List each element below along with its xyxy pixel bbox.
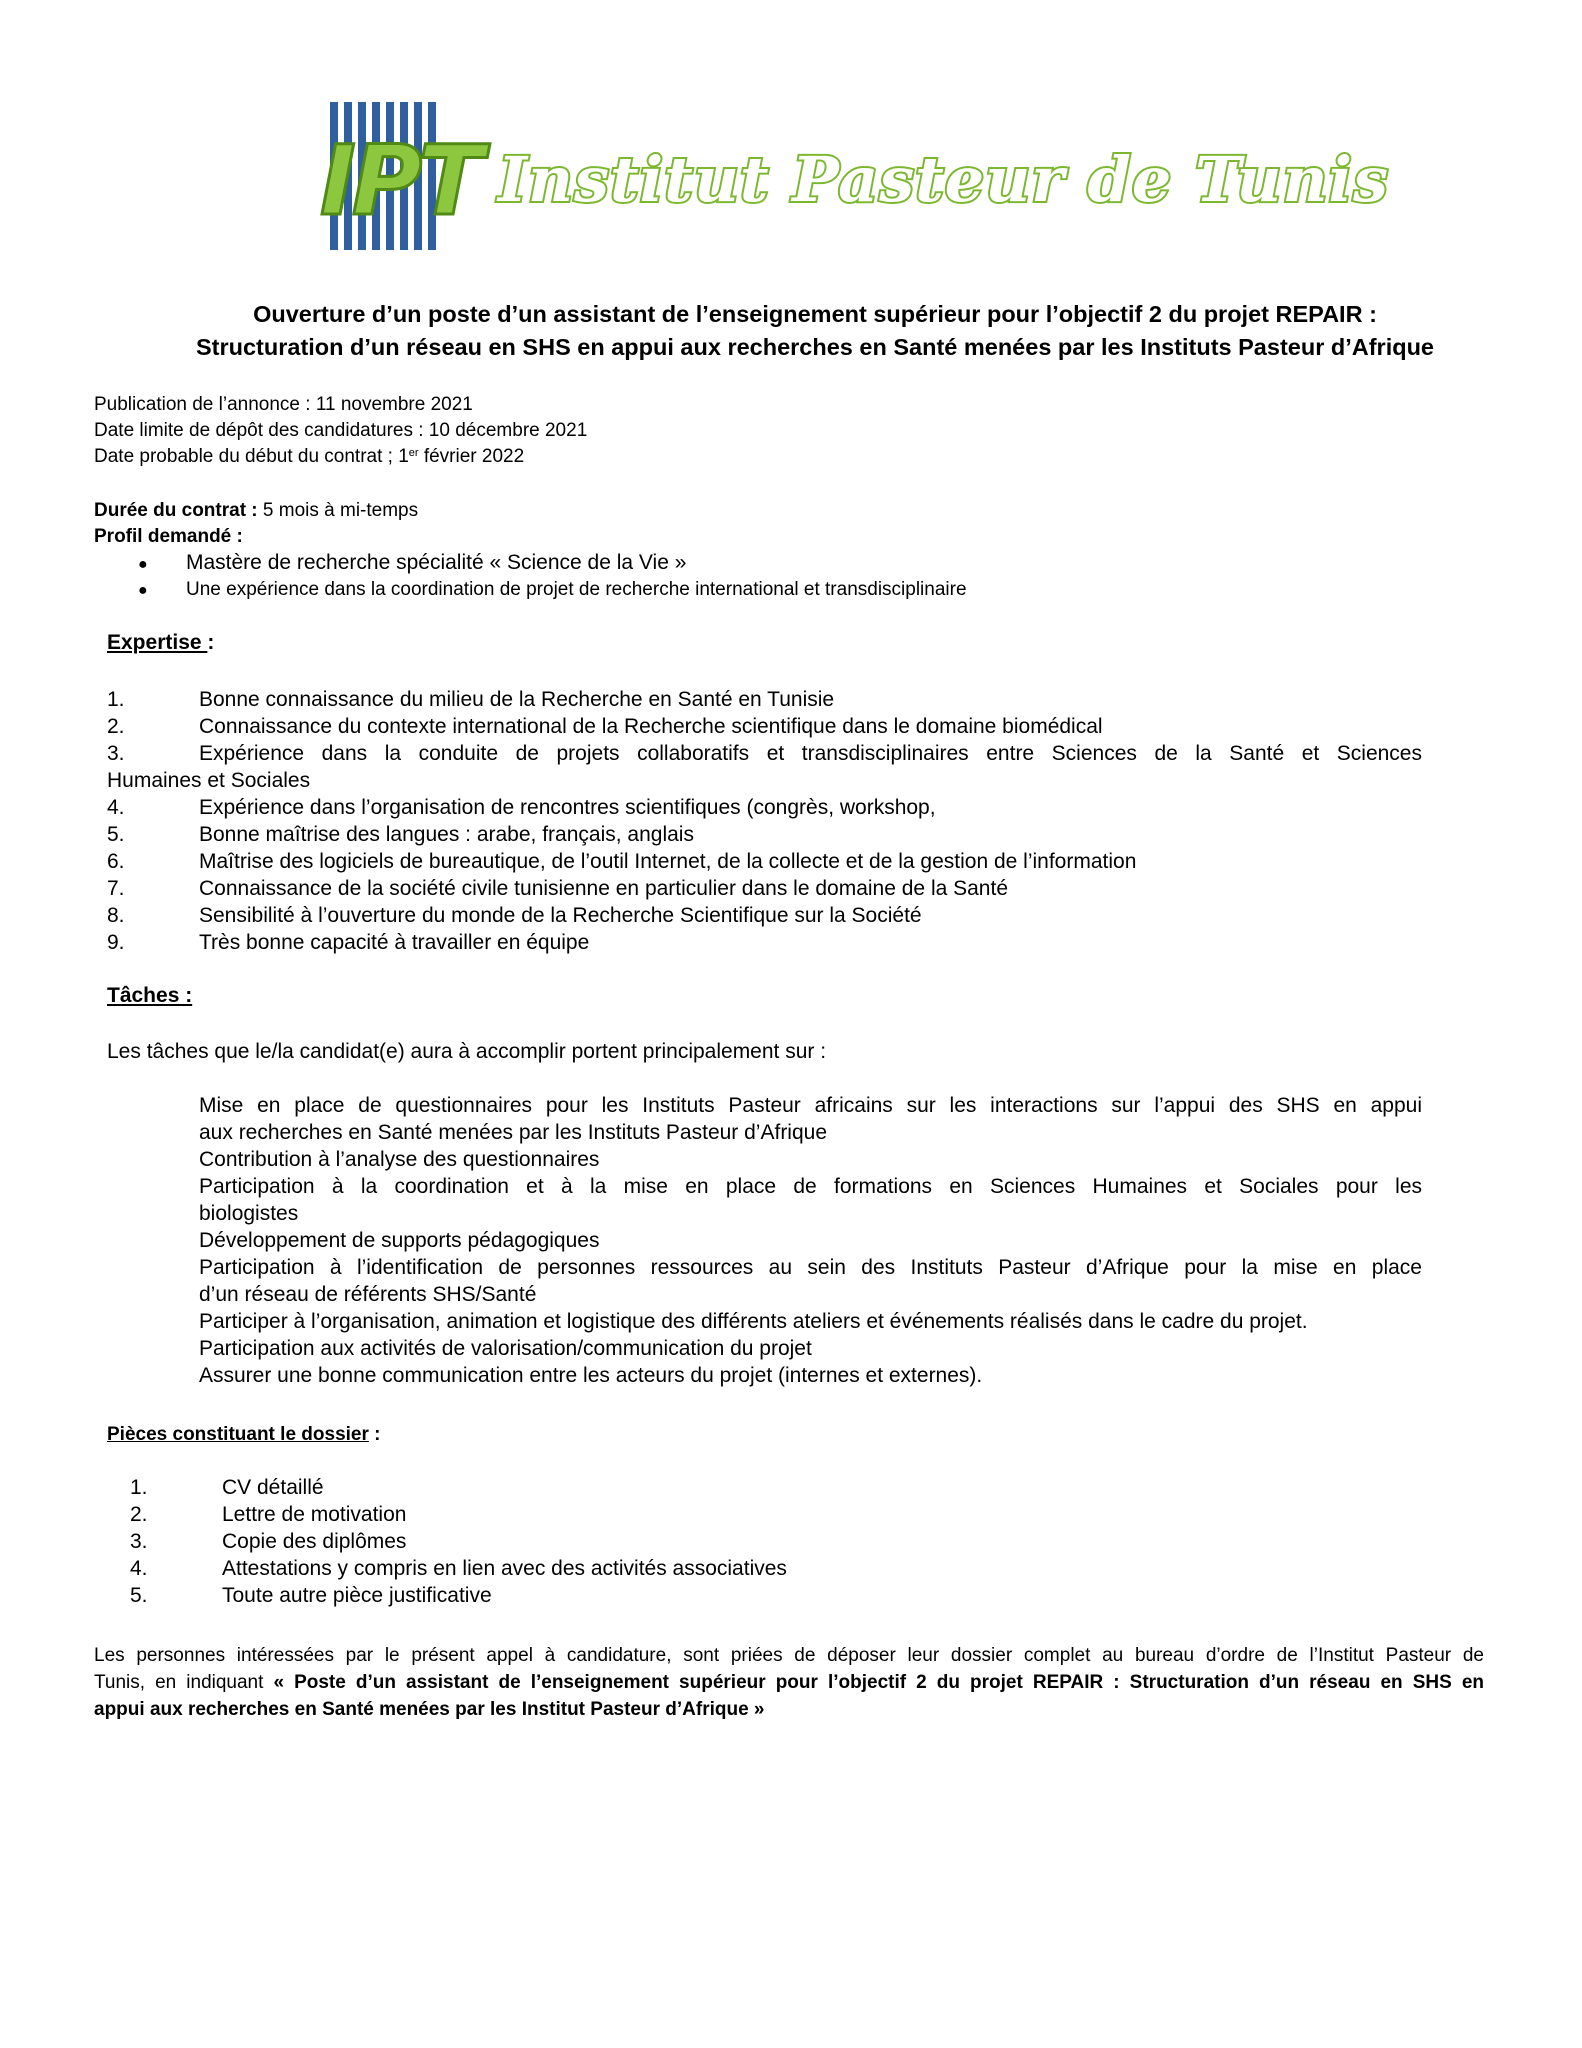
item-number: 1. <box>107 688 125 711</box>
task-line: Participation à l’identification de personnes ressources au sein des Instituts Pasteur d’Afrique pour la mise en place <box>199 1256 1422 1279</box>
item-text: Bonne maîtrise des langues : arabe, français, anglais <box>199 823 694 846</box>
task-line: Développement de supports pédagogiques <box>199 1229 600 1252</box>
expertise-item <box>107 848 1422 875</box>
task-line: Participation à la coordination et à la mise en place de formations en Sciences Humaines et Sociales pour les <box>199 1175 1422 1198</box>
expertise-item <box>107 875 1422 902</box>
documents-heading <box>107 1424 380 1446</box>
title-line-2: Structuration d’un réseau en SHS en appui aux recherches en Santé menées par les Instituts Pasteur d’Afrique <box>195 334 1435 360</box>
expertise-item <box>107 794 1422 821</box>
application-deadline: Date limite de dépôt des candidatures : 10 décembre 2021 <box>94 420 588 441</box>
item-text: Sensibilité à l’ouverture du monde de la Recherche Scientifique sur la Société <box>199 904 922 927</box>
item-text: Bonne connaissance du milieu de la Recherche en Santé en Tunisie <box>199 688 835 711</box>
logo-badge-text: IPT <box>320 125 480 237</box>
item-number: 1. <box>130 1476 148 1499</box>
contract-start-date <box>94 444 524 470</box>
task-line: Participer à l’organisation, animation et logistique des différents ateliers et événements réalisés dans le cadre du projet. <box>199 1310 1308 1333</box>
contract-duration <box>94 498 418 524</box>
document-item <box>130 1528 406 1555</box>
closing-line-2-plain: Tunis, en indiquant <box>94 1672 274 1693</box>
item-text: Expérience dans l’organisation de rencontres scientifiques (congrès, workshop, <box>199 796 936 819</box>
item-text: Expérience dans la conduite de projets collaboratifs et transdisciplinaires entre Sciences de la Santé et Sciences <box>199 742 1422 765</box>
document-item <box>130 1555 787 1582</box>
tasks-intro: Les tâches que le/la candidat(e) aura à accomplir portent principalement sur : <box>107 1040 827 1063</box>
item-number: 3. <box>130 1530 148 1553</box>
item-number: 5. <box>107 823 125 846</box>
expertise-item <box>107 740 1422 767</box>
document-item <box>130 1474 324 1501</box>
profile-item-text: Une expérience dans la coordination de projet de recherche international et transdisciplinaire <box>186 579 967 600</box>
documents-heading-colon: : <box>368 1424 381 1445</box>
task-line: biologistes <box>199 1202 299 1225</box>
item-text: Toute autre pièce justificative <box>222 1584 492 1607</box>
expertise-heading-colon: : <box>207 631 215 654</box>
profile-item <box>138 579 967 601</box>
item-number: 2. <box>107 715 125 738</box>
item-text: Connaissance de la société civile tunisienne en particulier dans le domaine de la Santé <box>199 877 1009 900</box>
item-number: 4. <box>130 1557 148 1580</box>
duration-value: 5 mois à mi-temps <box>257 500 419 521</box>
task-line: aux recherches en Santé menées par les Instituts Pasteur d’Afrique <box>199 1121 828 1144</box>
item-text: Très bonne capacité à travailler en équipe <box>199 931 590 954</box>
profile-item <box>138 551 686 575</box>
item-number: 3. <box>107 742 125 765</box>
closing-line-2 <box>94 1669 1484 1696</box>
item-number: 6. <box>107 850 125 873</box>
title-line-1: Ouverture d’un poste d’un assistant de l’enseignement supérieur pour l’objectif 2 du projet REPAIR : <box>253 301 1377 327</box>
expertise-heading-text: Expertise <box>107 631 208 654</box>
logo-wordmark: Institut Pasteur de Tunis <box>498 143 1390 216</box>
item-text: Lettre de motivation <box>222 1503 407 1526</box>
expertise-item <box>107 713 1422 740</box>
expertise-item <box>107 929 1422 956</box>
tasks-heading <box>107 984 192 1008</box>
tasks-heading-text: Tâches : <box>107 984 193 1007</box>
documents-heading-text: Pièces constituant le dossier <box>107 1424 369 1445</box>
expertise-item <box>107 902 1422 929</box>
task-line: Assurer une bonne communication entre les acteurs du projet (internes et externes). <box>199 1364 983 1387</box>
item-text: Attestations y compris en lien avec des activités associatives <box>222 1557 787 1580</box>
item-text: CV détaillé <box>222 1476 324 1499</box>
expertise-item-continuation: Humaines et Sociales <box>107 769 311 792</box>
profile-label: Profil demandé : <box>94 526 243 547</box>
document-item <box>130 1582 492 1609</box>
closing-line-1: Les personnes intéressées par le présent appel à candidature, sont priées de déposer leur dossier complet au bureau d’ordre de l’Institut Pasteur de <box>94 1645 1484 1666</box>
bullet-icon: ● <box>138 582 148 599</box>
publication-date: Publication de l’annonce : 11 novembre 2021 <box>94 394 473 415</box>
task-line: Mise en place de questionnaires pour les Instituts Pasteur africains sur les interactions sur l’appui des SHS en appui <box>199 1094 1422 1117</box>
task-line: d’un réseau de référents SHS/Santé <box>199 1283 537 1306</box>
expertise-item <box>107 821 1422 848</box>
closing-line-3: appui aux recherches en Santé menées par les Institut Pasteur d’Afrique » <box>94 1699 765 1720</box>
profile-item-text: Mastère de recherche spécialité « Science de la Vie » <box>186 551 687 574</box>
duration-label: Durée du contrat : <box>94 500 258 521</box>
closing-paragraph <box>94 1642 1484 1723</box>
item-text: Maîtrise des logiciels de bureautique, de l’outil Internet, de la collecte et de la gestion de l’information <box>199 850 1137 873</box>
item-text: Connaissance du contexte international de la Recherche scientifique dans le domaine biomédical <box>199 715 1103 738</box>
expertise-heading <box>107 631 214 655</box>
item-number: 8. <box>107 904 125 927</box>
start-sup: er <box>408 447 419 459</box>
closing-line-2-bold: « Poste d’un assistant de l’enseignement supérieur pour l’objectif 2 du projet REPAIR : Structuration d’un réseau en SHS en <box>273 1672 1484 1693</box>
task-line: Contribution à l’analyse des questionnaires <box>199 1148 600 1171</box>
expertise-item <box>107 686 1422 713</box>
start-suffix: février 2022 <box>418 446 525 467</box>
document-item <box>130 1501 406 1528</box>
bullet-icon: ● <box>138 556 148 573</box>
item-number: 4. <box>107 796 125 819</box>
item-number: 2. <box>130 1503 148 1526</box>
item-number: 9. <box>107 931 125 954</box>
task-line: Participation aux activités de valorisation/communication du projet <box>199 1337 812 1360</box>
announcement-title <box>150 298 1480 364</box>
item-text: Copie des diplômes <box>222 1530 407 1553</box>
item-number: 7. <box>107 877 125 900</box>
item-number: 5. <box>130 1584 148 1607</box>
start-prefix: Date probable du début du contrat ; 1 <box>94 446 409 467</box>
institut-pasteur-logo <box>318 96 1390 256</box>
